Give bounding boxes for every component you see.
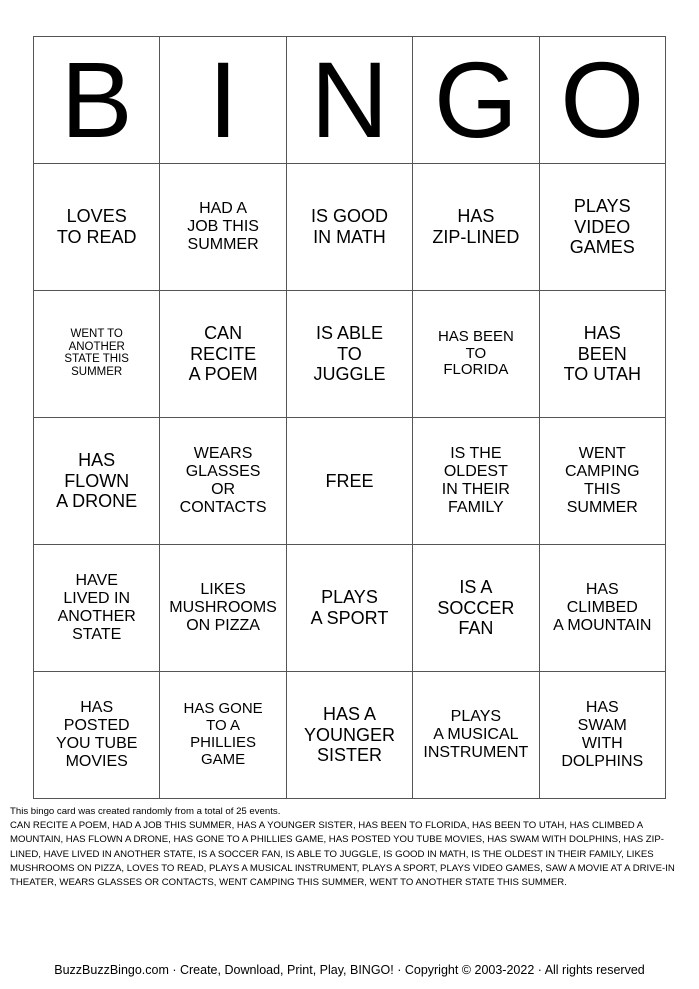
header-letter-g: G bbox=[413, 37, 539, 164]
bingo-cell bbox=[34, 291, 160, 418]
bingo-cell-text: IS THE OLDEST IN THEIR FAMILY bbox=[441, 445, 510, 516]
bingo-cell bbox=[413, 164, 539, 291]
notes-event-list: CAN RECITE A POEM, HAD A JOB THIS SUMMER, HAS A YOUNGER SISTER, HAS BEEN TO FLORIDA, HAS BEEN TO UTAH, HAS CLIMBED A MOUNTAIN, HAS FLOWN A DRONE, HAS GONE TO A PHILLIES GAME, HAS POSTED YOU TUBE MOVIES, HAS SWAM WITH DOLPHINS, HAS ZIP-LINED, HAVE LIVED IN ANOTHER STATE, IS A SOCCER FAN, IS ABLE TO JUGGLE, IS GOOD IN MATH, IS THE OLDEST IN THEIR FAMILY, LIKES MUSHROOMS ON PIZZA, LOVES TO READ, PLAYS A MUSICAL INSTRUMENT, PLAYS A SPORT, PLAYS VIDEO GAMES, SAW A MOVIE AT A DRIVE-IN THEATER, WEARS GLASSES OR CONTACTS, WENT CAMPING THIS SUMMER, WENT TO ANOTHER STATE THIS SUMMER. bbox=[10, 820, 675, 889]
bingo-cell bbox=[34, 545, 160, 672]
notes-intro: This bingo card was created randomly from a total of 25 events. bbox=[10, 806, 281, 817]
bingo-cell-text: HAS GONE TO A PHILLIES GAME bbox=[183, 700, 263, 768]
free-space-text: FREE bbox=[325, 470, 374, 491]
bingo-cell bbox=[539, 545, 665, 672]
bingo-cell-text: HAS POSTED YOU TUBE MOVIES bbox=[55, 699, 138, 770]
bingo-cell-text: HAS BEEN TO FLORIDA bbox=[437, 327, 514, 379]
bingo-cell-text: WENT CAMPING THIS SUMMER bbox=[564, 445, 640, 516]
bingo-cell-text: HAS CLIMBED A MOUNTAIN bbox=[553, 581, 652, 634]
bingo-cell bbox=[286, 545, 412, 672]
bingo-cell-text: WEARS GLASSES OR CONTACTS bbox=[179, 445, 267, 516]
bingo-cell bbox=[286, 164, 412, 291]
bingo-cell-text: HAS SWAM WITH DOLPHINS bbox=[561, 699, 644, 770]
bingo-cell-text: PLAYS A MUSICAL INSTRUMENT bbox=[423, 708, 529, 761]
bingo-cell bbox=[160, 545, 286, 672]
free-space-cell bbox=[286, 418, 412, 545]
bingo-cell-text: HAS BEEN TO UTAH bbox=[563, 323, 641, 384]
bingo-cell bbox=[539, 418, 665, 545]
bingo-cell bbox=[413, 291, 539, 418]
bingo-cell bbox=[160, 291, 286, 418]
bingo-cell-text: IS ABLE TO JUGGLE bbox=[313, 323, 386, 384]
bingo-cell bbox=[286, 291, 412, 418]
bingo-cell bbox=[160, 672, 286, 799]
bingo-row bbox=[34, 545, 666, 672]
card-notes bbox=[10, 805, 690, 890]
site-footer: BuzzBuzzBingo.com · Create, Download, Print, Play, BINGO! · Copyright © 2003-2022 · All rights reserved bbox=[54, 963, 645, 977]
bingo-cell bbox=[286, 672, 412, 799]
header-letter-i: I bbox=[160, 37, 286, 164]
header-letter-n: N bbox=[286, 37, 412, 164]
bingo-row bbox=[34, 672, 666, 799]
bingo-cell-text: PLAYS VIDEO GAMES bbox=[569, 196, 635, 257]
bingo-cell bbox=[413, 545, 539, 672]
bingo-cell-text: IS GOOD IN MATH bbox=[310, 206, 388, 247]
bingo-cell-text: WENT TO ANOTHER STATE THIS SUMMER bbox=[64, 327, 129, 379]
bingo-card bbox=[33, 36, 666, 799]
bingo-cell-text: IS A SOCCER FAN bbox=[437, 577, 515, 638]
bingo-cell bbox=[413, 418, 539, 545]
bingo-cell bbox=[160, 164, 286, 291]
bingo-cell bbox=[34, 418, 160, 545]
bingo-row bbox=[34, 418, 666, 545]
bingo-cell-text: HAS FLOWN A DRONE bbox=[56, 450, 138, 511]
bingo-row bbox=[34, 291, 666, 418]
bingo-cell bbox=[539, 164, 665, 291]
bingo-cell-text: LIKES MUSHROOMS ON PIZZA bbox=[169, 581, 277, 634]
header-letter-b: B bbox=[34, 37, 160, 164]
bingo-row bbox=[34, 164, 666, 291]
bingo-header-row bbox=[34, 37, 666, 164]
bingo-cell bbox=[34, 672, 160, 799]
bingo-cell bbox=[413, 672, 539, 799]
bingo-cell-text: HAVE LIVED IN ANOTHER STATE bbox=[57, 572, 136, 643]
bingo-cell-text: HAS A YOUNGER SISTER bbox=[303, 704, 395, 765]
bingo-cell-text: LOVES TO READ bbox=[56, 206, 137, 247]
bingo-cell-text: PLAYS A SPORT bbox=[310, 587, 389, 628]
bingo-cell bbox=[539, 291, 665, 418]
bingo-cell bbox=[539, 672, 665, 799]
bingo-cell bbox=[34, 164, 160, 291]
bingo-cell-text: HAD A JOB THIS SUMMER bbox=[187, 200, 259, 253]
bingo-cell-text: HAS ZIP-LINED bbox=[432, 206, 520, 247]
bingo-cell bbox=[160, 418, 286, 545]
header-letter-o: O bbox=[539, 37, 665, 164]
bingo-cell-text: CAN RECITE A POEM bbox=[188, 323, 258, 384]
